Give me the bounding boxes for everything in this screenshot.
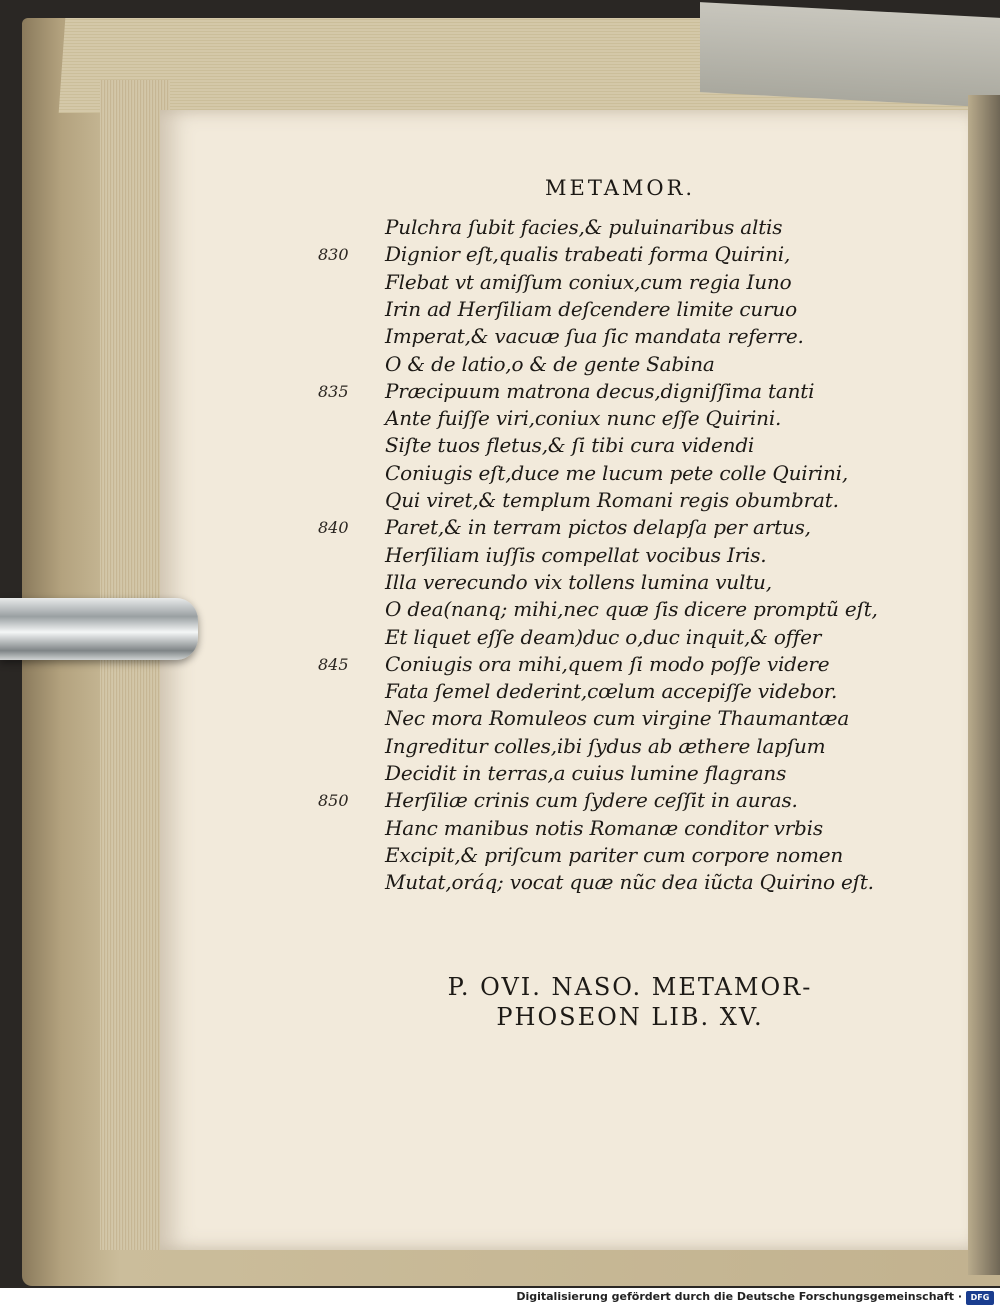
- verse-line: Decidit in terras,a cuius lumine flagrans: [385, 761, 787, 785]
- verse-line: Imperat,& vacuæ ſua ſic mandata referre.: [385, 324, 804, 349]
- binding-strip: [700, 2, 1000, 108]
- verse-line: Hanc manibus notis Romanæ conditor vrbis: [385, 815, 823, 840]
- line-number: 840: [318, 518, 349, 538]
- verse-line: Ingreditur colles,ibi ſydus ab æthere lapſum: [385, 733, 826, 758]
- verse-line: Irin ad Herſiliam deſcendere limite curuo: [385, 296, 797, 321]
- verse-line: Et liquet eſſe deam)duc o,duc inquit,& offer: [385, 624, 822, 649]
- verse-line: Siſte tuos fletus,& ſi tibi cura videndi: [385, 433, 755, 458]
- verse-line: O dea(nanq; mihi,nec quæ ſis dicere promptũ eſt,: [385, 597, 878, 622]
- verse-line: Præcipuum matrona decus,digniſſima tanti: [385, 378, 815, 403]
- running-head: METAMOR.: [545, 176, 696, 200]
- verse-line: O & de latio,o & de gente Sabina: [385, 351, 715, 376]
- verse-line: Excipit,& priſcum pariter cum corpore nomen: [385, 842, 844, 867]
- verse-line: Coniugis eſt,duce me lucum pete colle Quirini,: [385, 460, 849, 485]
- page-gutter: [968, 95, 1000, 1275]
- verse-line: Illa verecundo vix tollens lumina vultu,: [385, 569, 772, 594]
- explicit-line-2: PHOSEON LIB. XV.: [496, 1003, 764, 1031]
- dfg-logo: DFG: [966, 1291, 994, 1305]
- verse-line: Mutat,oráq; vocat quæ nũc dea iũcta Quirino eſt.: [385, 870, 874, 895]
- verse-line: Dignior eſt,qualis trabeati forma Quirini,: [385, 242, 791, 267]
- verse-line: Nec mora Romuleos cum virgine Thaumantæa: [385, 706, 850, 731]
- verse-line: Coniugis ora mihi,quem ſi modo poſſe videre: [385, 651, 830, 676]
- footer-bar: [0, 1288, 1000, 1308]
- verse-line: Pulchra ſubit facies,& puluinaribus altis: [385, 215, 783, 239]
- line-number: 830: [318, 245, 349, 265]
- verse-line: Paret,& in terram pictos delapſa per artus,: [385, 515, 811, 540]
- verse-line: Herſiliam iuſſis compellat vocibus Iris.: [385, 542, 767, 567]
- line-number: 850: [318, 791, 349, 811]
- line-number: 845: [318, 654, 349, 674]
- verse-line: Ante fuiſſe viri,coniux nunc eſſe Quirini.: [385, 406, 782, 431]
- glass-page-weight: [0, 598, 198, 660]
- verse-line: Flebat vt amiſſum coniux,cum regia Iuno: [385, 269, 792, 294]
- funding-note: Digitalisierung gefördert durch die Deutsche Forschungsgemeinschaft ·: [516, 1290, 962, 1303]
- explicit-line-1: P. OVI. NASO. METAMOR-: [447, 973, 813, 1001]
- line-number: 835: [318, 381, 349, 401]
- book-explicit-title: [300, 972, 960, 1032]
- verse-line: Qui viret,& templum Romani regis obumbrat.: [385, 488, 839, 512]
- verse-line: Fata ſemel dederint,cœlum accepiſſe videbor.: [385, 679, 838, 704]
- verse-line: Herſiliæ crinis cum ſydere ceſſit in auras.: [385, 788, 798, 813]
